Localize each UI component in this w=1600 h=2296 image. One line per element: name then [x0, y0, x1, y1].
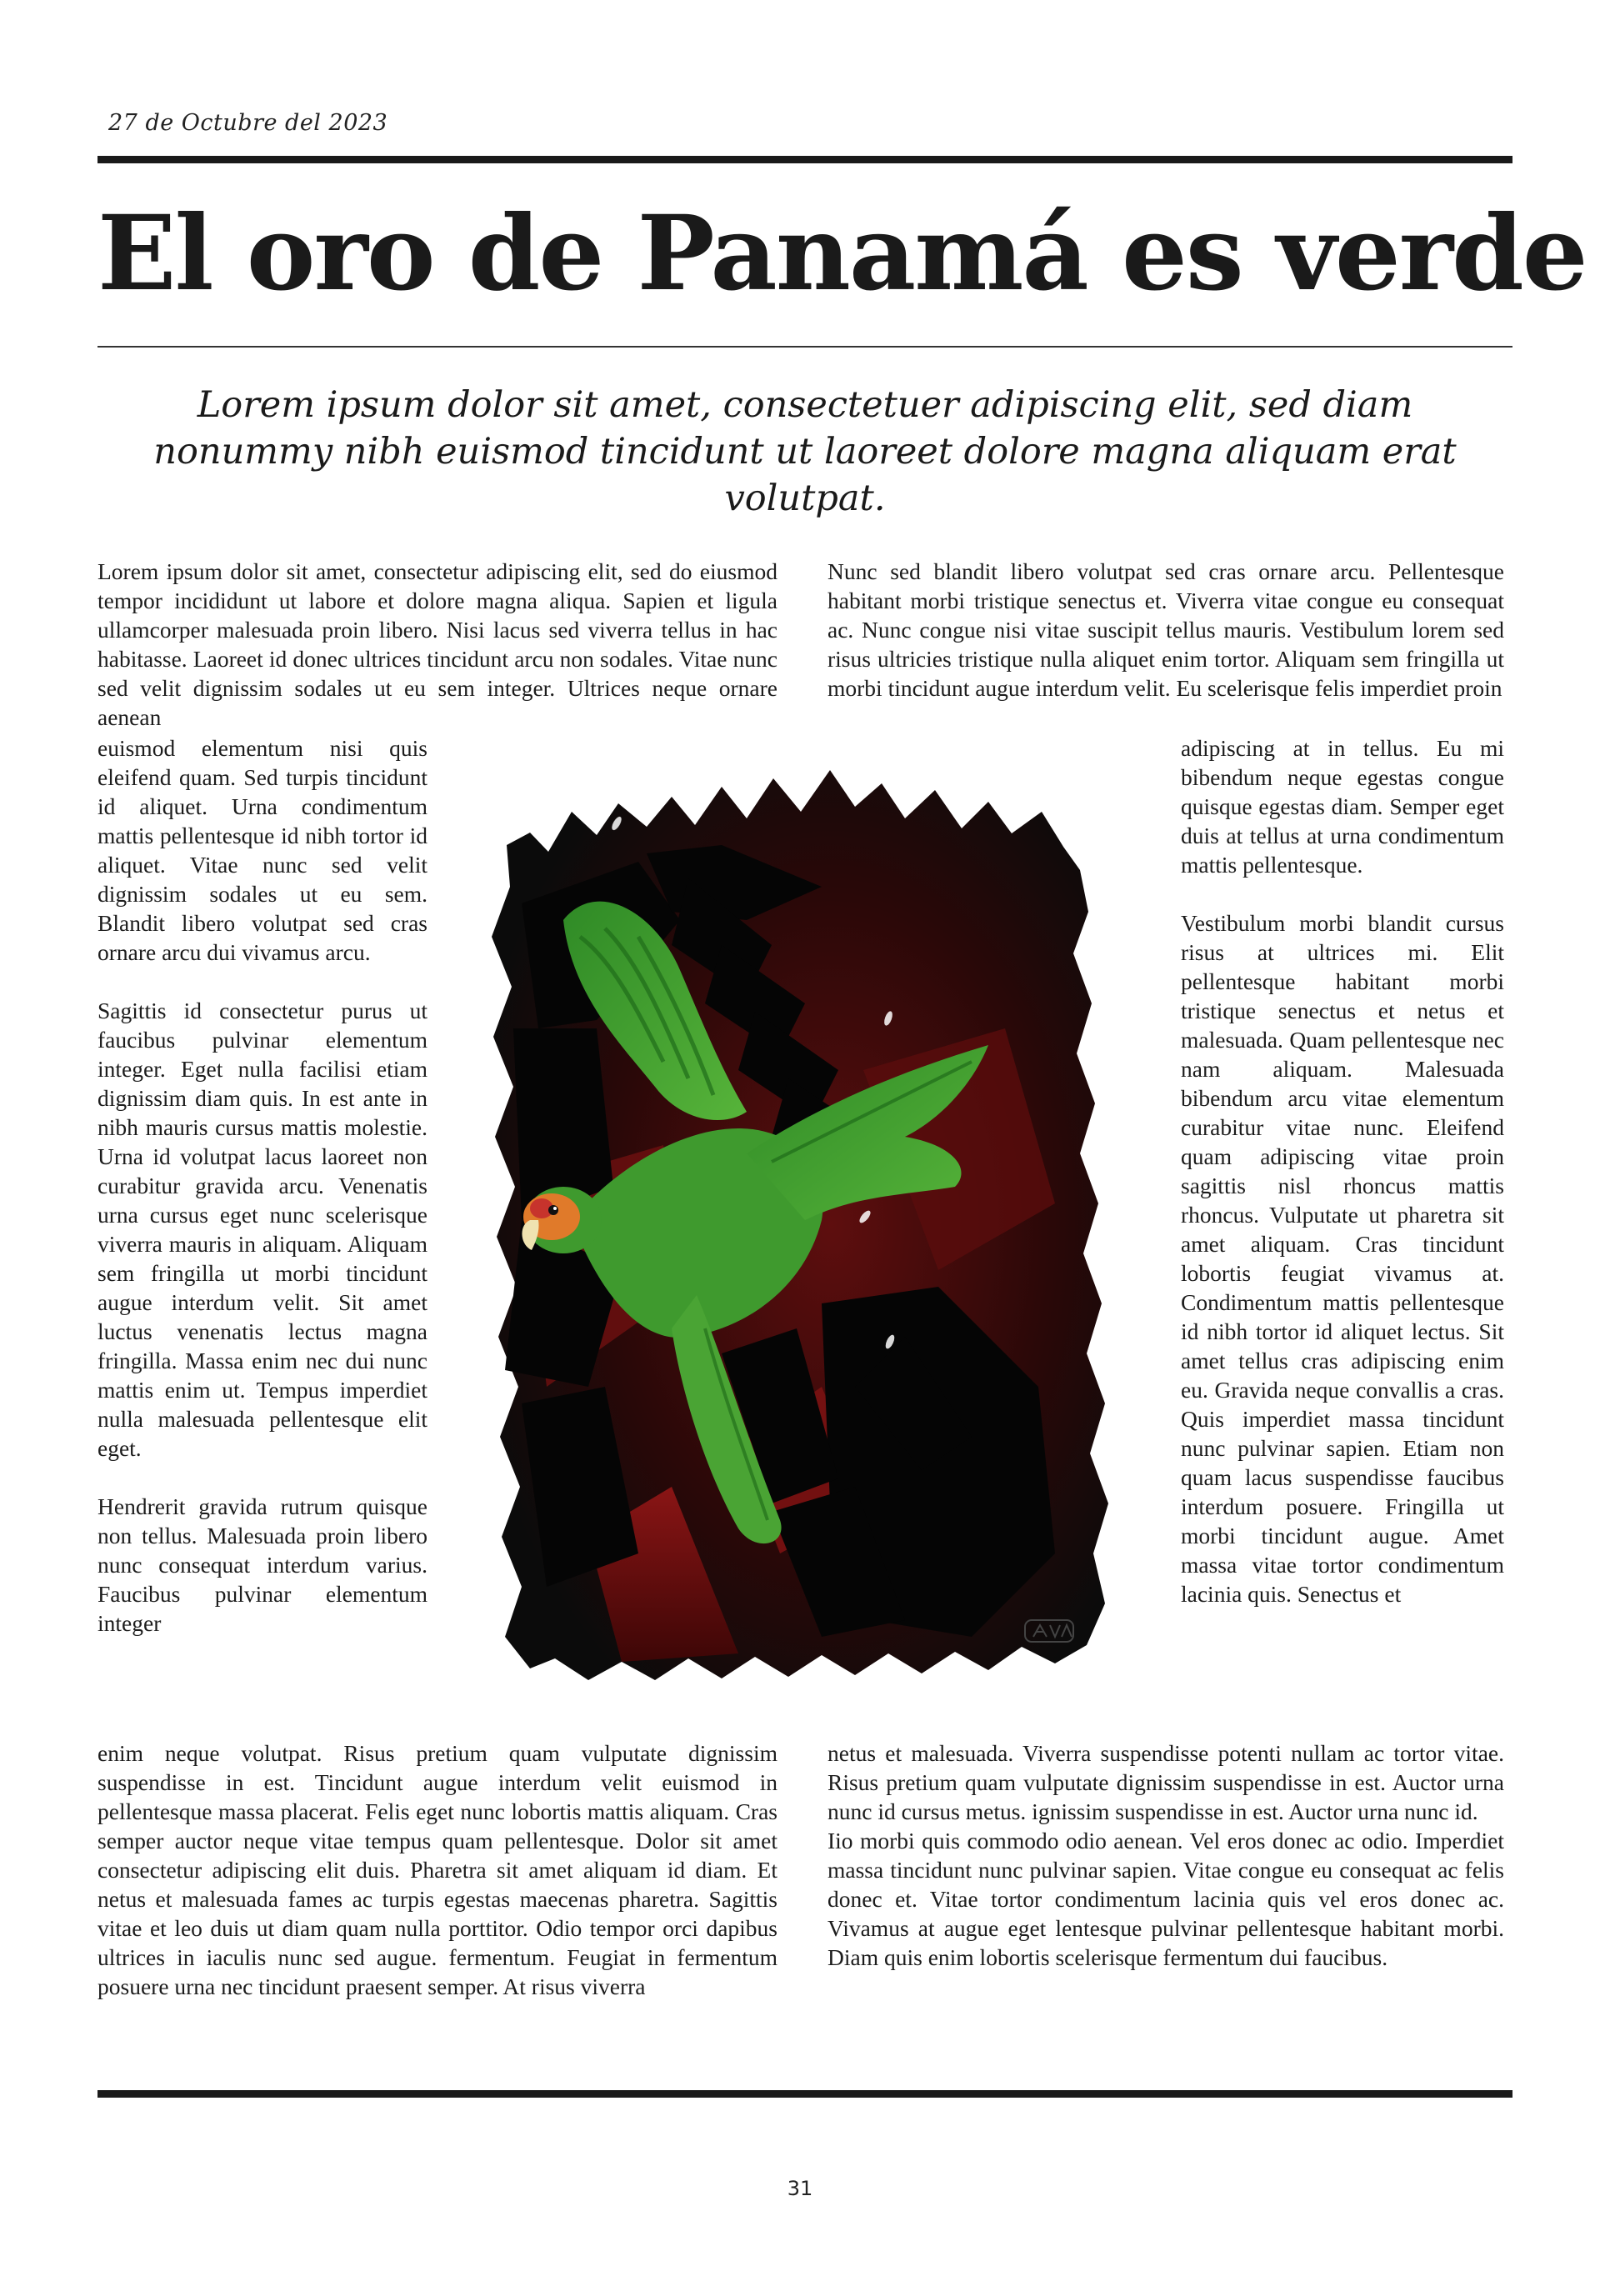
bottom-rule [98, 2090, 1512, 2098]
paragraph: Hendrerit gravida rutrum quisque non tellus. Malesuada proin libero nunc consequat interdum varius. Faucibus pulvinar elementum integer [98, 1493, 428, 1636]
headline-rule [98, 346, 1512, 348]
paragraph: Vestibulum morbi blandit cursus risus at ultrices mi. Elit pellentesque habitant morbi tristique senectus et netus et malesuada. Quam pellentesque nec nam aliquam. Malesuada bibendum arcu vitae elementum curabitur vitae nunc. Eleifend quam adipiscing vitae proin sagittis nisl rhoncus mattis rhoncus. Vulputate ut pharetra sit amet aliquam. Cras tincidunt lobortis feugiat vivamus at. Condimentum mattis pellentesque id nibh tortor id aliquet lectus. Sit amet tellus cras adipiscing enim eu. Gravida neque convallis a cras. Quis imperdiet massa tincidunt nunc pulvinar sapien. Etiam non quam lacus suspendisse faucibus interdum posuere. Fringilla ut morbi tincidunt augue. Amet massa vitae tortor condimentum lacinia quis. Senectus et [1181, 910, 1504, 1607]
paragraph: adipiscing at in tellus. Eu mi bibendum neque egestas congue quisque egestas diam. Semper eget duis at tellus at urna condimentum mattis pellentesque. [1181, 735, 1504, 878]
top-rule [98, 156, 1512, 163]
parrot-illustration [472, 753, 1138, 1708]
paragraph: netus et malesuada. Viverra suspendisse potenti nullam ac tortor vitae. Risus pretium quam vulputate dignissim suspendisse in est. Auctor urna nunc id cursus metus. ignissim suspendisse in est. Auctor urna nunc id. [828, 1740, 1504, 1824]
paragraph: euismod elementum nisi quis eleifend quam. Sed turpis tincidunt id aliquet. Urna condimentum mattis pellentesque id nibh tortor id aliquet. Vitae nunc sed velit dignissim sodales ut eu sem. Blandit libero volutpat sed cras ornare arcu dui vivamus arcu. [98, 735, 428, 965]
page-number: 31 [787, 2177, 813, 2200]
paragraph: Sagittis id consectetur purus ut faucibus pulvinar elementum integer. Eget nulla facilisi etiam dignissim diam quis. In est ante in nibh mauris cursus mattis molestie. Urna id volutpat lacus laoreet non curabitur gravida arcu. Venenatis urna cursus eget nunc scelerisque viverra mauris in aliquam. Aliquam sem fringilla ut morbi tincidunt augue interdum velit. Sit amet luctus venenatis lectus magna fringilla. Massa enim nec dui nunc mattis enim ut. Tempus imperdiet nulla malesuada pellentesque elit eget. [98, 998, 428, 1461]
subtitle: Lorem ipsum dolor sit amet, consectetuer adipiscing elit, sed diam nonummy nibh euismod tincidunt ut laoreet dolore magna aliquam erat volutpat. [153, 384, 1457, 519]
body-column-top-left [98, 557, 778, 732]
paragraph: enim neque volutpat. Risus pretium quam vulputate dignissim suspendisse in est. Tincidunt augue interdum velit euismod in pellentesque massa placerat. Felis eget nunc lobortis mattis aliquam. Cras semper auctor neque vitae tempus quam pellentesque. Dolor sit amet consectetur adipiscing elit duis. Pharetra sit amet aliquam id diam. Et netus et malesuada fames ac turpis egestas maecenas pharetra. Sagittis vitae et leo duis ut diam quam nulla porttitor. Odio tempor orci dapibus ultrices in iaculis nunc sed augue. fermentum. Feugiat in fermentum posuere urna nec tincidunt praesent semper. At risus viverra [98, 1740, 778, 1999]
paragraph: Nunc sed blandit libero volutpat sed cras ornare arcu. Pellentesque habitant morbi tristique senectus et. Viverra vitae congue eu consequat ac. Nunc congue nisi vitae suscipit tellus mauris. Vestibulum lorem sed risus ultricies tristique nulla aliquet enim tortor. Aliquam sem fringilla ut morbi tincidunt augue interdum velit. Eu scelerisque felis imperdiet proin [828, 558, 1504, 701]
body-column-top-right [828, 557, 1504, 703]
body-column-side-right [1181, 733, 1504, 1608]
body-column-bottom-right [828, 1738, 1504, 1972]
body-column-side-left [98, 733, 428, 1638]
paragraph: Iio morbi quis commodo odio aenean. Vel eros donec ac odio. Imperdiet massa tincidunt nunc pulvinar sapien. Vitae congue eu consequat ac felis donec et. Vitae tortor condimentum lacinia quis vel eros donec ac. Vivamus at augue eget lentesque pulvinar pellentesque habitant morbi. Diam quis enim lobortis scelerisque fermentum dui faucibus. [828, 1828, 1504, 1970]
headline: El oro de Panamá es verde [98, 193, 1587, 314]
body-column-bottom-left [98, 1738, 778, 2001]
date-line: 27 de Octubre del 2023 [108, 110, 388, 136]
paragraph: Lorem ipsum dolor sit amet, consectetur adipiscing elit, sed do eiusmod tempor incididunt ut labore et dolore magna aliqua. Sapien et ligula ullamcorper malesuada proin libero. Nisi lacus sed viverra tellus in hac habitasse. Laoreet id donec ultrices tincidunt arcu non sodales. Vitae nunc sed velit dignissim sodales ut eu sem integer. Ultrices neque ornare aenean [98, 558, 778, 730]
